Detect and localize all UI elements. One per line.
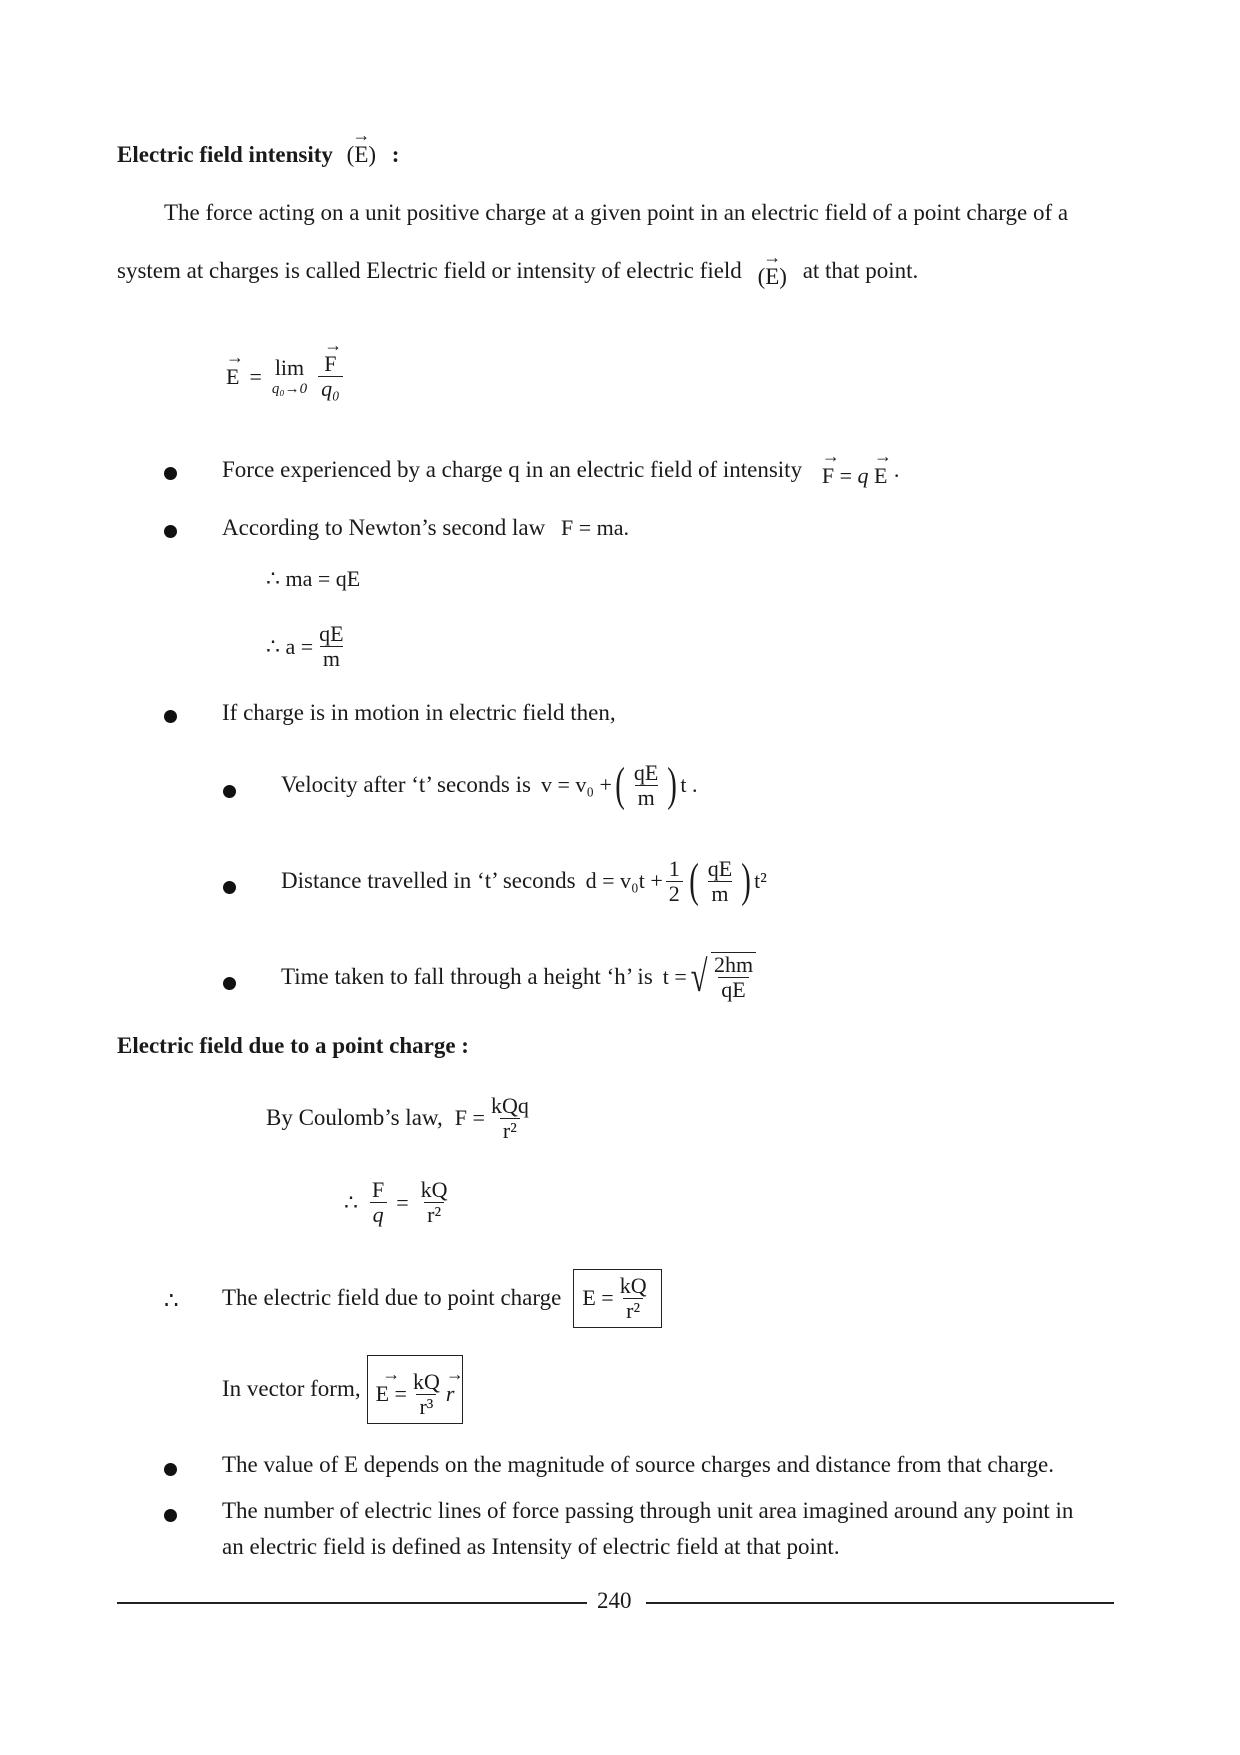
coulomb-law-line: By Coulomb’s law, F = $\frac{\text{kQq}}{\text{r²}}$: [266, 1088, 535, 1148]
heading-text: Electric field intensity: [117, 142, 333, 167]
boxed-equation-vector-e: → E = $\frac{kQ}{\text{r³}}$ → r: [367, 1355, 464, 1424]
square-root: √ $\frac{2hm}{qE}$: [687, 952, 756, 1002]
point-charge-field-line: The electric field due to point charge E = $\frac{kQ}{\text{r²}}$: [222, 1262, 662, 1334]
sub-bullet-dot: [223, 977, 236, 990]
bullet-newton-second-law: According to Newton’s second law F = ma.: [222, 515, 629, 540]
sub-bullet-dot: [223, 881, 236, 894]
vector-e-lhs: → E: [226, 346, 244, 389]
lim-operator: lim: [274, 355, 305, 380]
boxed-equation-e: E = $\frac{kQ}{\text{r²}}$: [573, 1269, 661, 1328]
equation-f-equals-qe: → F = q → E ·: [821, 446, 901, 488]
vector-e-inline: → (E): [757, 247, 787, 289]
intro-line-2: system at charges is called Electric field or intensity of electric field → (E) at that point.: [117, 247, 919, 289]
equation-f-ma: F = ma.: [560, 515, 629, 540]
bullet-dot: [164, 710, 177, 723]
bullet-charge-in-motion: If charge is in motion in electric field then,: [222, 700, 616, 725]
footer-rule-right: [646, 1602, 1114, 1604]
bullet-value-of-e: The value of E depends on the magnitude of source charges and distance from that charge.: [222, 1452, 1054, 1477]
step-ma-equals-qe: ∴ ma = qE: [266, 566, 361, 591]
sub-bullet-dot: [223, 785, 236, 798]
sub-bullet-time-to-fall: Time taken to fall through a height ‘h’ is t = √ $\frac{2hm}{qE}$: [281, 945, 756, 1009]
bullet-dot: [164, 525, 177, 538]
equation-velocity: v = v₀ + ( $\frac{qE}{m}$ ) t .: [540, 758, 698, 811]
page-number: 240: [597, 1588, 632, 1613]
vector-e-symbol: → (E): [346, 125, 377, 167]
section-heading-electric-field-intensity: [117, 125, 400, 168]
footer-rule-left: [117, 1602, 587, 1604]
sub-bullet-velocity: Velocity after ‘t’ seconds is v = v₀ + ( $\frac{qE}{m}$ ) t .: [281, 758, 698, 811]
equation-coulomb: F = $\frac{\text{kQq}}{\text{r²}}$: [454, 1092, 529, 1143]
equation-distance: d = v₀t + $\frac{1}{2}$ ( $\frac{qE}{m}$ ) t²: [585, 854, 767, 907]
bullet-force-on-charge: Force experienced by a charge q in an electric field of intensity → F = q → E ·: [222, 446, 901, 488]
bullet-lines-of-force-2: an electric field is defined as Intensity of electric field at that point.: [222, 1534, 840, 1559]
bullet-dot: [164, 1509, 177, 1522]
bullet-dot: [164, 467, 177, 480]
fraction-f-over-q0: → F q₀: [318, 352, 343, 401]
therefore-symbol: ∴: [164, 1288, 179, 1313]
vector-form-line: In vector form, → E = $\frac{kQ}{\text{r³}}$ → r: [222, 1356, 463, 1422]
lim-subscript: q₀→0: [271, 381, 308, 397]
bullet-dot: [164, 1463, 177, 1476]
equation-time: t = √ $\frac{2hm}{qE}$: [663, 952, 756, 1002]
sub-bullet-distance: Distance travelled in ‘t’ seconds d = v₀t + $\frac{1}{2}$ ( $\frac{qE}{m}$ ) t²: [281, 854, 767, 907]
bullet-lines-of-force-1: The number of electric lines of force passing through unit area imagined around any point in: [222, 1498, 1074, 1523]
section-heading-point-charge: Electric field due to a point charge :: [117, 1033, 469, 1058]
equation-f-over-q: ∴ $\frac{F}{q}$ = $\frac{kQ}{\text{r²}}$: [344, 1177, 448, 1227]
intro-line-1: The force acting on a unit positive charge at a given point in an electric field of a point charge of a: [164, 200, 1069, 225]
step-a-equals-qe-over-m: ∴ a = $\frac{qE}{m}$: [266, 621, 344, 671]
equation-field-limit: → E = lim q₀→0 → F q₀: [226, 335, 343, 401]
heading-colon: :: [391, 142, 400, 167]
